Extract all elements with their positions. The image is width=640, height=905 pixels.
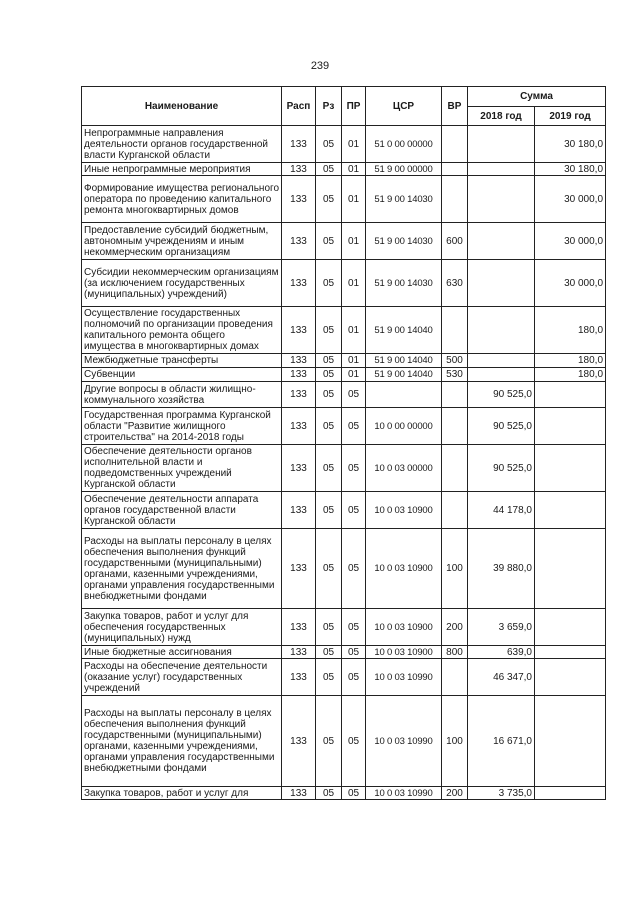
cell-vr <box>442 382 468 408</box>
cell-sum-2019 <box>535 408 606 445</box>
cell-rz: 05 <box>316 307 342 354</box>
cell-name: Другие вопросы в области жилищно-коммунального хозяйства <box>82 382 282 408</box>
cell-vr <box>442 176 468 223</box>
cell-name: Субвенции <box>82 368 282 382</box>
cell-csr: 51 0 00 00000 <box>366 126 442 163</box>
cell-sum-2019 <box>535 492 606 529</box>
cell-sum-2019 <box>535 696 606 787</box>
table-row <box>82 659 606 696</box>
cell-vr: 500 <box>442 354 468 368</box>
cell-csr: 10 0 03 10900 <box>366 609 442 646</box>
cell-name: Иные бюджетные ассигнования <box>82 646 282 659</box>
cell-csr: 10 0 03 10990 <box>366 659 442 696</box>
cell-name: Расходы на обеспечение деятельности (оказание услуг) государственных учреждений <box>82 659 282 696</box>
cell-rz: 05 <box>316 646 342 659</box>
cell-sum-2018 <box>468 260 535 307</box>
cell-pr: 05 <box>342 659 366 696</box>
cell-name: Закупка товаров, работ и услуг для обеспечения государственных (муниципальных) нужд <box>82 609 282 646</box>
cell-vr: 630 <box>442 260 468 307</box>
cell-sum-2018: 44 178,0 <box>468 492 535 529</box>
cell-rasp: 133 <box>282 787 316 800</box>
cell-rz: 05 <box>316 492 342 529</box>
cell-csr: 51 9 00 14030 <box>366 223 442 260</box>
cell-vr <box>442 408 468 445</box>
cell-rz: 05 <box>316 260 342 307</box>
cell-pr: 05 <box>342 529 366 609</box>
cell-rasp: 133 <box>282 354 316 368</box>
cell-sum-2018 <box>468 354 535 368</box>
table-row <box>82 354 606 368</box>
cell-pr: 01 <box>342 163 366 176</box>
cell-csr <box>366 382 442 408</box>
table-row <box>82 126 606 163</box>
header-rasp: Расп <box>282 87 316 126</box>
cell-name: Предоставление субсидий бюджетным, автономным учреждениям и иным некоммерческим организациям <box>82 223 282 260</box>
cell-sum-2018: 90 525,0 <box>468 408 535 445</box>
cell-vr <box>442 445 468 492</box>
cell-name: Иные непрограммные мероприятия <box>82 163 282 176</box>
cell-rz: 05 <box>316 163 342 176</box>
table-row <box>82 646 606 659</box>
header-rz: Рз <box>316 87 342 126</box>
cell-pr: 05 <box>342 787 366 800</box>
cell-rz: 05 <box>316 176 342 223</box>
table-row <box>82 307 606 354</box>
cell-pr: 01 <box>342 260 366 307</box>
cell-vr: 200 <box>442 787 468 800</box>
cell-pr: 01 <box>342 176 366 223</box>
cell-name: Межбюджетные трансферты <box>82 354 282 368</box>
header-year-2019: 2019 год <box>535 107 606 126</box>
cell-sum-2018: 90 525,0 <box>468 445 535 492</box>
cell-vr: 100 <box>442 529 468 609</box>
table-row <box>82 492 606 529</box>
cell-csr: 10 0 03 10990 <box>366 696 442 787</box>
cell-sum-2019 <box>535 445 606 492</box>
cell-rasp: 133 <box>282 176 316 223</box>
cell-sum-2018 <box>468 368 535 382</box>
cell-rasp: 133 <box>282 163 316 176</box>
cell-rz: 05 <box>316 368 342 382</box>
table-row <box>82 163 606 176</box>
cell-vr <box>442 659 468 696</box>
cell-pr: 01 <box>342 368 366 382</box>
cell-sum-2019: 30 000,0 <box>535 260 606 307</box>
cell-sum-2018: 46 347,0 <box>468 659 535 696</box>
cell-vr <box>442 163 468 176</box>
cell-rasp: 133 <box>282 368 316 382</box>
cell-rasp: 133 <box>282 382 316 408</box>
cell-vr: 600 <box>442 223 468 260</box>
cell-sum-2019: 30 000,0 <box>535 223 606 260</box>
cell-rasp: 133 <box>282 529 316 609</box>
cell-csr: 51 9 00 14040 <box>366 354 442 368</box>
table-row <box>82 368 606 382</box>
cell-csr: 10 0 03 10900 <box>366 492 442 529</box>
cell-sum-2018: 39 880,0 <box>468 529 535 609</box>
cell-name: Осуществление государственных полномочий по организации проведения капитального ремонта общего имущества в многоквартирных домах <box>82 307 282 354</box>
cell-pr: 05 <box>342 445 366 492</box>
cell-pr: 01 <box>342 223 366 260</box>
cell-name: Субсидии некоммерческим организациям (за исключением государственных (муниципальных) учреждений) <box>82 260 282 307</box>
cell-vr: 530 <box>442 368 468 382</box>
cell-rasp: 133 <box>282 609 316 646</box>
cell-rz: 05 <box>316 382 342 408</box>
cell-pr: 01 <box>342 307 366 354</box>
cell-vr: 800 <box>442 646 468 659</box>
cell-rz: 05 <box>316 529 342 609</box>
table-row <box>82 408 606 445</box>
cell-rasp: 133 <box>282 696 316 787</box>
header-vr: ВР <box>442 87 468 126</box>
cell-rz: 05 <box>316 787 342 800</box>
cell-sum-2018: 3 659,0 <box>468 609 535 646</box>
table-row <box>82 176 606 223</box>
cell-vr: 200 <box>442 609 468 646</box>
cell-pr: 01 <box>342 354 366 368</box>
cell-sum-2018: 16 671,0 <box>468 696 535 787</box>
cell-pr: 05 <box>342 696 366 787</box>
cell-sum-2019: 180,0 <box>535 307 606 354</box>
header-csr: ЦСР <box>366 87 442 126</box>
cell-pr: 05 <box>342 492 366 529</box>
cell-rasp: 133 <box>282 646 316 659</box>
cell-sum-2019: 180,0 <box>535 368 606 382</box>
cell-rasp: 133 <box>282 408 316 445</box>
cell-sum-2019 <box>535 787 606 800</box>
cell-sum-2018 <box>468 126 535 163</box>
cell-sum-2019 <box>535 529 606 609</box>
cell-rz: 05 <box>316 659 342 696</box>
cell-name: Закупка товаров, работ и услуг для <box>82 787 282 800</box>
cell-csr: 10 0 03 10990 <box>366 787 442 800</box>
cell-csr: 10 0 03 00000 <box>366 445 442 492</box>
cell-rz: 05 <box>316 696 342 787</box>
cell-csr: 51 9 00 00000 <box>366 163 442 176</box>
cell-sum-2018 <box>468 223 535 260</box>
cell-rasp: 133 <box>282 445 316 492</box>
cell-rz: 05 <box>316 609 342 646</box>
cell-sum-2018 <box>468 176 535 223</box>
cell-rasp: 133 <box>282 126 316 163</box>
table-row <box>82 787 606 800</box>
cell-csr: 51 9 00 14040 <box>366 368 442 382</box>
cell-rz: 05 <box>316 445 342 492</box>
header-name: Наименование <box>82 87 282 126</box>
cell-rasp: 133 <box>282 307 316 354</box>
cell-rz: 05 <box>316 408 342 445</box>
cell-rz: 05 <box>316 126 342 163</box>
cell-csr: 10 0 00 00000 <box>366 408 442 445</box>
cell-name: Расходы на выплаты персоналу в целях обеспечения выполнения функций государственными (муниципальными) органами, казенными учреждениями, органами управления государственными внебюджетными фондами <box>82 529 282 609</box>
cell-sum-2019: 30 180,0 <box>535 163 606 176</box>
cell-sum-2019 <box>535 382 606 408</box>
cell-csr: 51 9 00 14030 <box>366 260 442 307</box>
budget-table <box>81 86 606 800</box>
cell-name: Расходы на выплаты персоналу в целях обеспечения выполнения функций государственными (муниципальными) органами, казенными учреждениями, органами управления государственными внебюджетными фондами <box>82 696 282 787</box>
cell-sum-2019 <box>535 609 606 646</box>
cell-pr: 05 <box>342 609 366 646</box>
table-row <box>82 529 606 609</box>
cell-sum-2019 <box>535 646 606 659</box>
cell-sum-2018 <box>468 307 535 354</box>
cell-csr: 10 0 03 10900 <box>366 646 442 659</box>
cell-sum-2018: 90 525,0 <box>468 382 535 408</box>
cell-rz: 05 <box>316 354 342 368</box>
cell-rz: 05 <box>316 223 342 260</box>
cell-name: Непрограммные направления деятельности органов государственной власти Курганской области <box>82 126 282 163</box>
cell-csr: 51 9 00 14040 <box>366 307 442 354</box>
cell-name: Обеспечение деятельности аппарата органов государственной власти Курганской области <box>82 492 282 529</box>
cell-pr: 05 <box>342 408 366 445</box>
cell-pr: 05 <box>342 646 366 659</box>
table-row <box>82 445 606 492</box>
table-row <box>82 609 606 646</box>
cell-rasp: 133 <box>282 492 316 529</box>
cell-pr: 05 <box>342 382 366 408</box>
cell-name: Формирование имущества регионального оператора по проведению капитального ремонта многоквартирных домов <box>82 176 282 223</box>
page-number: 239 <box>310 60 330 72</box>
cell-name: Обеспечение деятельности органов исполнительной власти и подведомственных учреждений Курганской области <box>82 445 282 492</box>
cell-vr: 100 <box>442 696 468 787</box>
table-row <box>82 382 606 408</box>
cell-sum-2019: 30 000,0 <box>535 176 606 223</box>
cell-sum-2019 <box>535 659 606 696</box>
cell-name: Государственная программа Курганской области "Развитие жилищного строительства" на 2014-2018 годы <box>82 408 282 445</box>
cell-sum-2019: 180,0 <box>535 354 606 368</box>
header-year-2018: 2018 год <box>468 107 535 126</box>
header-sum: Сумма <box>468 87 606 107</box>
cell-sum-2018 <box>468 163 535 176</box>
cell-sum-2018: 639,0 <box>468 646 535 659</box>
cell-sum-2019: 30 180,0 <box>535 126 606 163</box>
cell-pr: 01 <box>342 126 366 163</box>
cell-sum-2018: 3 735,0 <box>468 787 535 800</box>
table-row <box>82 696 606 787</box>
cell-rasp: 133 <box>282 659 316 696</box>
table-row <box>82 260 606 307</box>
cell-vr <box>442 126 468 163</box>
header-pr: ПР <box>342 87 366 126</box>
cell-vr <box>442 492 468 529</box>
cell-rasp: 133 <box>282 223 316 260</box>
cell-vr <box>442 307 468 354</box>
cell-rasp: 133 <box>282 260 316 307</box>
table-body <box>82 126 606 800</box>
table-row <box>82 223 606 260</box>
cell-csr: 10 0 03 10900 <box>366 529 442 609</box>
cell-csr: 51 9 00 14030 <box>366 176 442 223</box>
table-header <box>82 87 606 126</box>
